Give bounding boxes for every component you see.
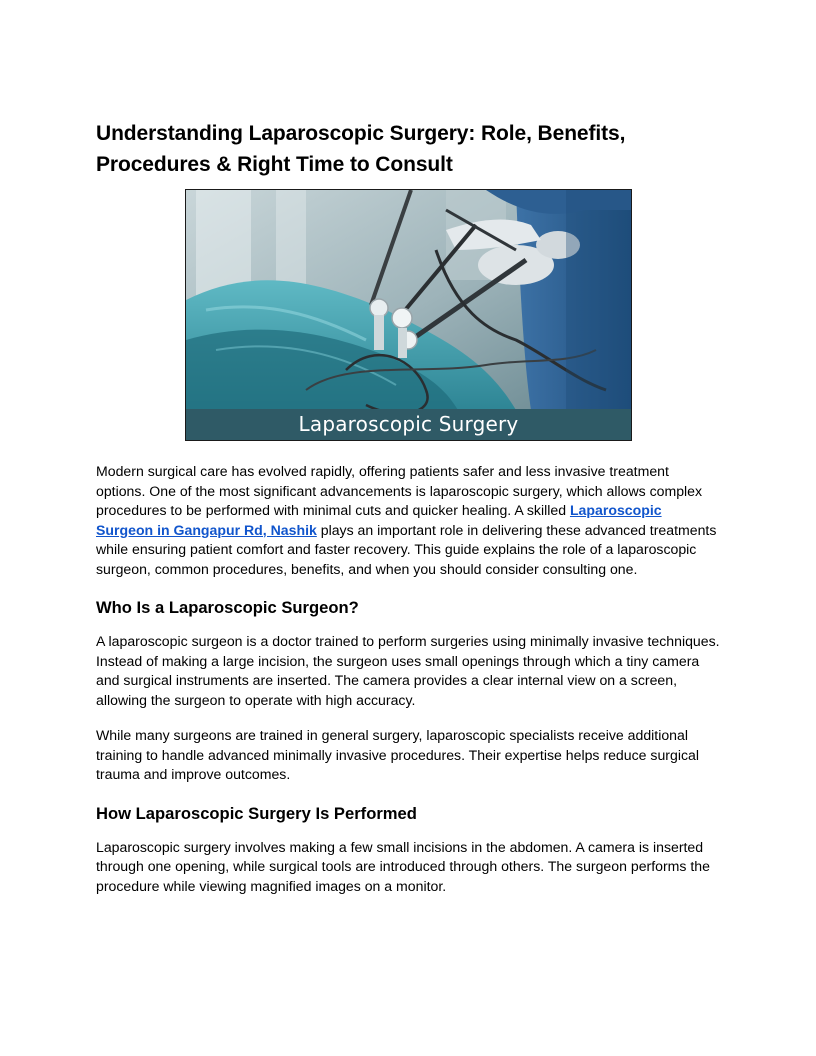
- document-page: [96, 118, 720, 912]
- page-title: Understanding Laparoscopic Surgery: Role, Benefits, Procedures & Right Time to Consult: [96, 122, 626, 176]
- who-paragraph-1: A laparoscopic surgeon is a doctor trained to perform surgeries using minimally invasive techniques. Instead of making a large incision, the surgeon uses small openings through which a tiny camera and surgical instruments are inserted. The camera provides a clear internal view on a screen, allowing the surgeon to operate with high accuracy.: [96, 633, 720, 708]
- surgery-photo: [186, 190, 631, 440]
- hero-image: [185, 189, 632, 441]
- intro-text-after-link: plays an important role in delivering these advanced treatments while ensuring patient comfort and faster recovery. This guide explains the role of a laparoscopic surgeon, common procedures, benefits, and when you should consider consulting one.: [96, 521, 717, 577]
- who-paragraph-2: While many surgeons are trained in general surgery, laparoscopic specialists receive additional training to handle advanced minimally invasive procedures. Their expertise helps reduce surgical trauma and improve outcomes.: [96, 727, 699, 782]
- how-paragraph-1: Laparoscopic surgery involves making a few small incisions in the abdomen. A camera is inserted through one opening, while surgical tools are introduced through others. The surgeon performs the procedure while viewing magnified images on a monitor.: [96, 838, 710, 894]
- intro-paragraph: [96, 462, 720, 579]
- section-heading-who: Who Is a Laparoscopic Surgeon?: [96, 598, 359, 617]
- image-caption: Laparoscopic Surgery: [186, 409, 631, 440]
- intro-text-before-link: Modern surgical care has evolved rapidly, offering patients safer and less invasive treatment options. One of the most significant advancements is laparoscopic surgery, which allows complex procedures to be performed with minimal cuts and quicker healing. A skilled: [96, 463, 703, 518]
- surgeon-link[interactable]: Laparoscopic Surgeon in Gangapur Rd, Nashik: [96, 502, 662, 538]
- section-heading-how: How Laparoscopic Surgery Is Performed: [96, 803, 417, 823]
